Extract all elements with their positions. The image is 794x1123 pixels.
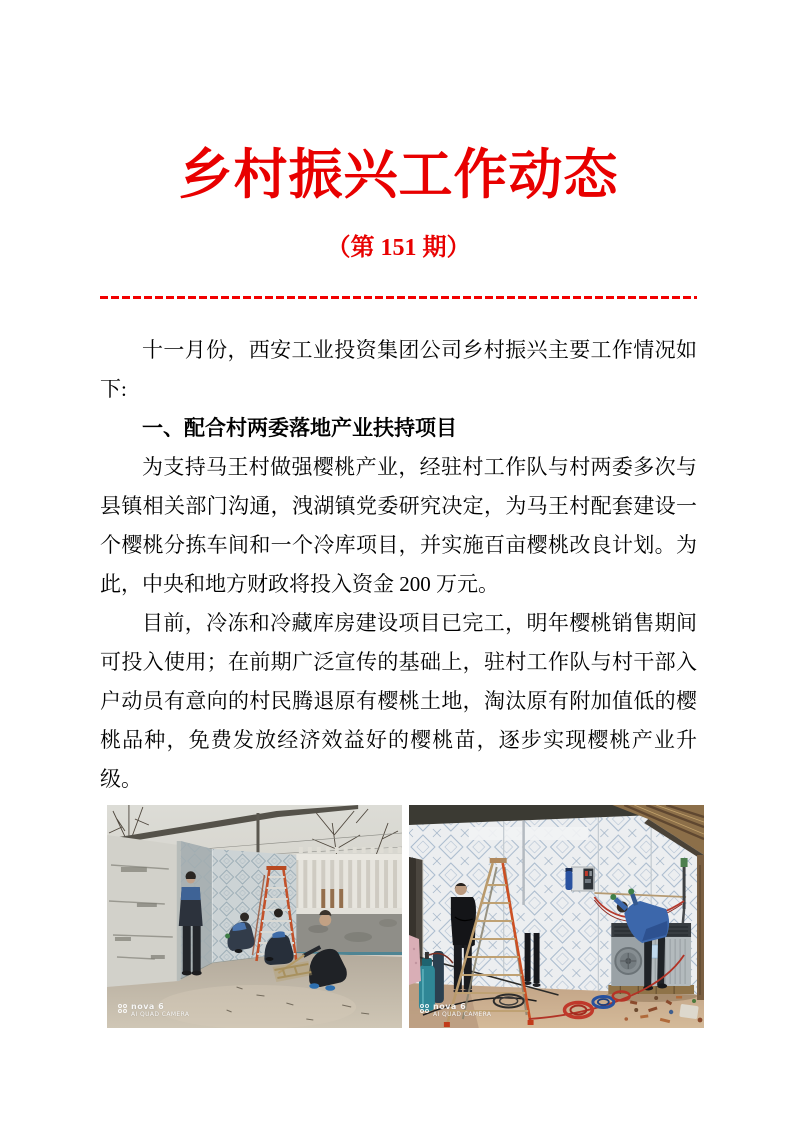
red-dashed-divider (100, 296, 697, 299)
stone-wall-below-fence (296, 914, 402, 955)
green-glove (225, 934, 230, 939)
photo-left-workers-courtyard (107, 805, 402, 1028)
green-glove (610, 894, 616, 900)
issue-number: （第 151 期） (326, 235, 471, 261)
paragraph-1: 为支持马王村做强樱桃产业，经驻村工作队与村两委多次与县镇相关部门沟通，洩湖镇党委研究决定，为马王村配套建设一个樱桃分拣车间和一个冷库项目，并实施百亩樱桃改良计划。为此，中央和地方财政将投入资金 200 万元。 (100, 455, 697, 596)
camera-watermark (420, 1003, 491, 1019)
watermark-device: nova 6 (433, 1002, 467, 1011)
photo-left-scene (107, 805, 402, 1028)
camera-watermark (118, 1003, 189, 1019)
right-edge-post (697, 855, 704, 1000)
paragraph-2: 目前，冷冻和冷藏库房建设项目已完工，明年樱桃销售期间可投入使用；在前期广泛宣传的基础上，驻村工作队与村干部入户动员有意向的村民腾退原有樱桃土地，淘汰原有附加值低的樱桃品种，免费发放经济效益好的樱桃苗，逐步实现樱桃产业升级。 (100, 611, 697, 791)
quad-camera-icon (420, 1004, 429, 1013)
old-plaster-wall (107, 835, 181, 987)
watermark-device: nova 6 (131, 1002, 165, 1011)
blue-shoe (325, 985, 335, 991)
green-glove (628, 889, 634, 895)
blue-shoe (309, 983, 319, 989)
white-sack (679, 1004, 699, 1019)
blue-cylinder-device (565, 871, 572, 890)
wooden-gate (320, 889, 344, 911)
electrical-box (565, 867, 594, 891)
photo-row (107, 805, 697, 1028)
intro-paragraph: 十一月份，西安工业投资集团公司乡村振兴主要工作情况如下: (100, 338, 697, 401)
section-heading: 一、配合村两委落地产业扶持项目 (142, 417, 457, 440)
photo-right-refrigeration-install (409, 805, 704, 1028)
watermark-caption: AI QUAD CAMERA (433, 1011, 492, 1018)
page-title: 乡村振兴工作动态 (178, 145, 619, 205)
quad-camera-icon (118, 1004, 127, 1013)
watermark-caption: AI QUAD CAMERA (131, 1011, 190, 1018)
photo-right-scene (409, 805, 704, 1028)
